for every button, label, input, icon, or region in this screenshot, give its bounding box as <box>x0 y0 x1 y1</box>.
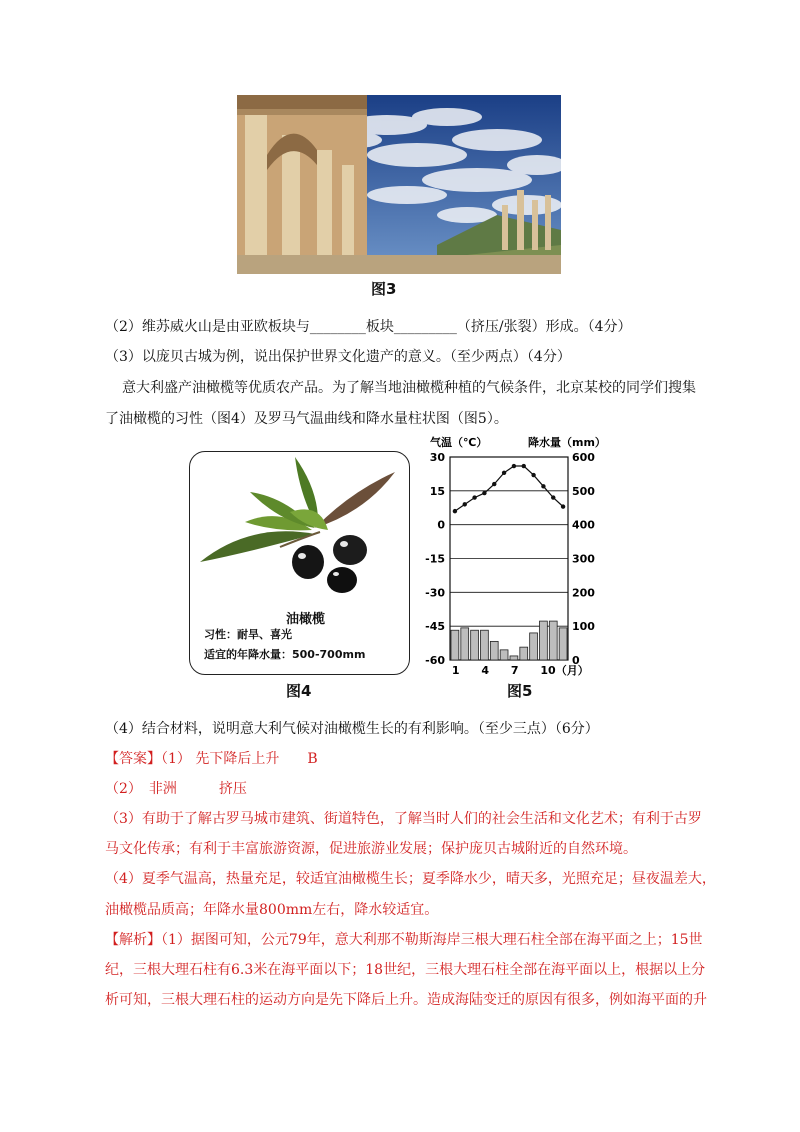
x-tick-label: 1 <box>451 664 460 677</box>
olive-habit: 习性：耐旱、喜光 <box>204 628 292 641</box>
olive-card <box>189 451 410 675</box>
answer-tag: 【答案】 <box>105 751 161 767</box>
intro-line-1: 意大利盛产油橄榄等优质农产品。为了解当地油橄榄种植的气候条件，北京某校的同学们搜集 <box>122 380 696 396</box>
answer-1-text: （1） 先下降后上升 B <box>161 751 318 767</box>
analysis-line-1-text: （1）据图可知，公元79年，意大利那不勒斯海岸三根大理石柱全部在海平面之上；15世 <box>161 932 703 948</box>
answer-3-line-2: 马文化传承；有利于丰富旅游资源，促进旅游业发展；保护庞贝古城附近的自然环境。 <box>105 841 637 857</box>
right-tick-label: 300 <box>572 552 595 566</box>
left-tick-label: -60 <box>425 654 445 667</box>
intro-line-2: 了油橄榄的习性（图4）及罗马气温曲线和降水量柱状图（图5）。 <box>105 411 508 427</box>
temperature-point <box>561 504 565 508</box>
precip-bar <box>559 628 567 660</box>
temperature-point <box>482 491 486 495</box>
left-tick-label: -15 <box>425 552 445 566</box>
figure-3-caption: 图3 <box>371 280 397 298</box>
left-tick-label: 30 <box>429 451 445 464</box>
climate-chart <box>420 430 620 680</box>
temperature-point <box>472 495 476 499</box>
right-tick-label: 400 <box>572 518 595 532</box>
precip-bar <box>540 621 548 660</box>
right-tick-label: 0 <box>572 654 580 667</box>
precip-bar <box>520 647 528 660</box>
precip-bar <box>481 630 489 660</box>
temperature-point <box>541 484 545 488</box>
temperature-point <box>531 473 535 477</box>
precip-bar <box>471 630 479 660</box>
precip-bar <box>461 628 469 660</box>
x-tick-label: 7 <box>510 664 519 677</box>
x-tick-label: 10（月） <box>540 664 589 677</box>
olive-branch-illustration <box>190 452 408 612</box>
question-4: （4）结合材料，说明意大利气候对油橄榄生长的有利影响。（至少三点）（6分） <box>105 721 599 737</box>
left-axis-label: 气温（℃） <box>430 436 488 449</box>
left-tick-label: -45 <box>425 620 445 634</box>
temperature-point <box>551 495 555 499</box>
x-tick-label: 4 <box>481 664 490 677</box>
answer-4-line-1: （4）夏季气温高，热量充足，较适宜油橄榄生长；夏季降水少，晴天多，光照充足；昼夜温差大， <box>105 871 716 887</box>
olive-title: 油橄榄 <box>286 612 326 627</box>
olive-rainfall: 适宜的年降水量：500-700mm <box>204 648 366 661</box>
right-axis-label: 降水量（mm） <box>528 436 606 449</box>
answer-2: （2） 非洲 挤压 <box>105 781 247 797</box>
question-3: （3）以庞贝古城为例，说出保护世界文化遗产的意义。（至少两点）（4分） <box>105 349 571 365</box>
answer-3-line-1: （3）有助于了解古罗马城市建筑、街道特色，了解当时人们的社会生活和文化艺术；有利于古罗 <box>105 811 702 827</box>
left-tick-label: 15 <box>429 484 445 498</box>
right-tick-label: 600 <box>572 451 595 464</box>
analysis-line-2: 纪，三根大理石柱有6.3米在海平面以下；18世纪，三根大理石柱全部在海平面以上，根据以上分 <box>105 962 706 978</box>
left-tick-label: 0 <box>437 518 445 532</box>
temperature-point <box>492 482 496 486</box>
temperature-point <box>453 509 457 513</box>
temperature-line <box>455 466 563 511</box>
analysis-tag: 【解析】 <box>105 932 161 948</box>
figure-5-caption: 图5 <box>507 682 533 700</box>
precip-bar <box>549 621 557 660</box>
precip-bar <box>500 650 508 660</box>
left-tick-label: -30 <box>425 586 445 600</box>
analysis-line-1 <box>105 929 703 949</box>
precip-bar <box>451 630 459 660</box>
analysis-line-3: 析可知，三根大理石柱的运动方向是先下降后上升。造成海陆变迁的原因有很多，例如海平面的升 <box>105 992 707 1008</box>
right-tick-label: 500 <box>572 484 595 498</box>
question-2: （2）维苏威火山是由亚欧板块与________板块_________（挤压/张裂）形成。（4分） <box>105 319 632 335</box>
temperature-point <box>512 464 516 468</box>
precip-bar <box>510 656 518 660</box>
right-tick-label: 200 <box>572 586 595 600</box>
figure-4-caption: 图4 <box>286 682 312 700</box>
precip-bar <box>490 641 498 660</box>
temperature-point <box>522 464 526 468</box>
precip-bar <box>530 633 538 660</box>
right-tick-label: 100 <box>572 620 595 634</box>
answer-4-line-2: 油橄榄品质高；年降水量800mm左右，降水较适宜。 <box>105 902 439 918</box>
ruins-photo <box>237 95 561 274</box>
temperature-point <box>463 502 467 506</box>
temperature-point <box>502 471 506 475</box>
answer-1 <box>105 748 318 768</box>
